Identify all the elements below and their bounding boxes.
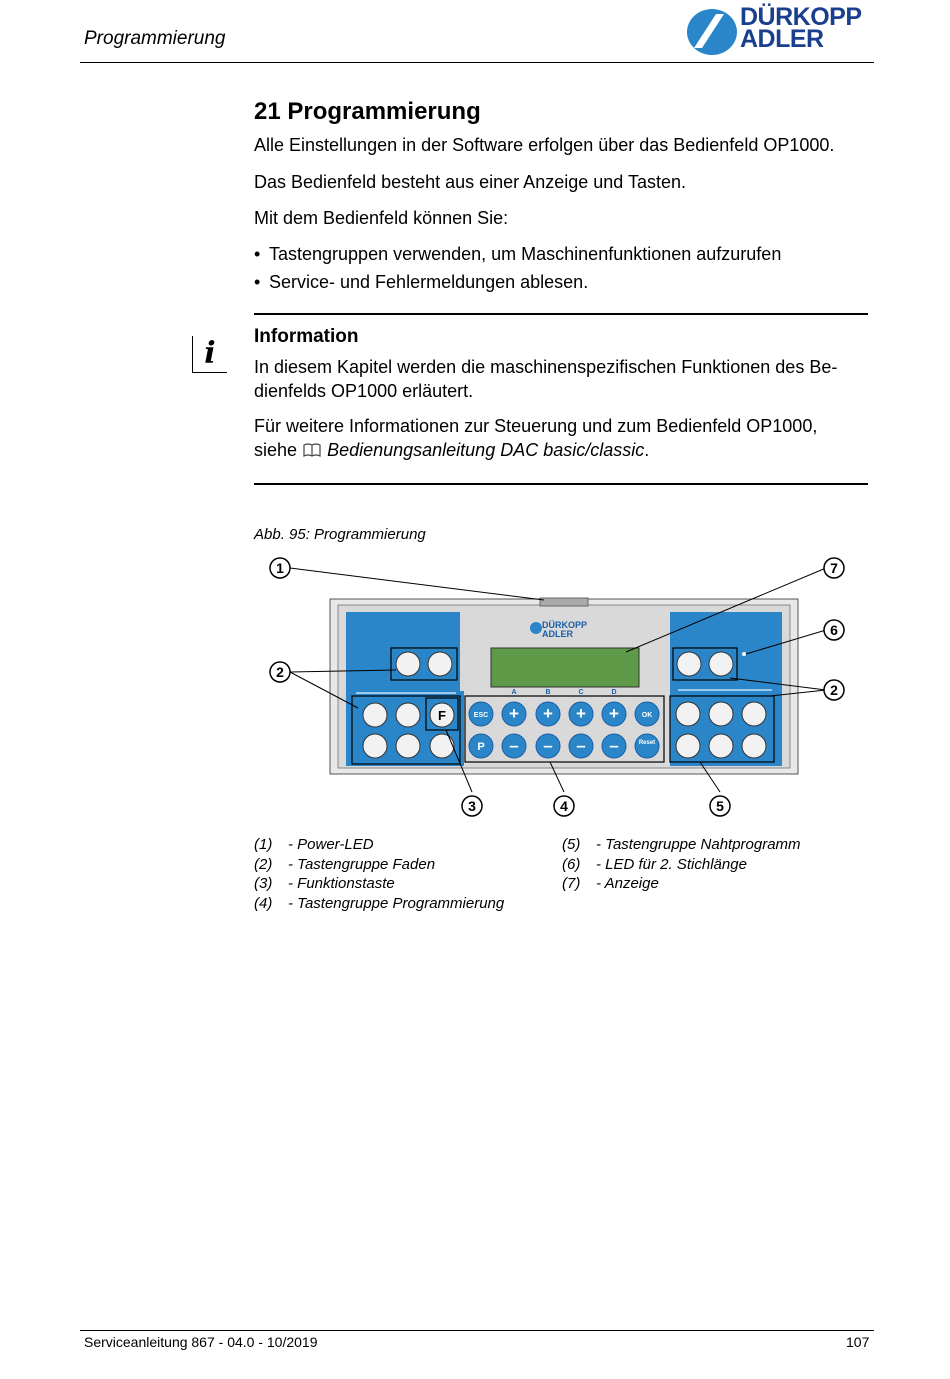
op1000-panel-figure bbox=[260, 548, 860, 828]
function-key[interactable] bbox=[363, 734, 387, 758]
list-item: • Service- und Fehlermeldungen ablesen. bbox=[254, 272, 589, 292]
svg-text:5: 5 bbox=[716, 798, 724, 814]
footer-rule bbox=[80, 1330, 874, 1331]
thread-key[interactable] bbox=[396, 652, 420, 676]
callout-6 bbox=[824, 620, 844, 640]
callout-4 bbox=[554, 796, 574, 816]
manual-reference[interactable]: Bedienungsanleitung DAC basic/classic bbox=[327, 440, 645, 460]
svg-text:ESC: ESC bbox=[473, 712, 489, 719]
intro-paragraph: Alle Einstellungen in der Software erfolgen über das Bedienfeld OP1000. bbox=[254, 135, 835, 155]
info-heading: Information bbox=[254, 326, 359, 347]
svg-text:7: 7 bbox=[830, 560, 838, 576]
capabilities-intro: Mit dem Bedienfeld können Sie: bbox=[254, 208, 509, 228]
svg-text:F: F bbox=[438, 708, 446, 723]
seam-key[interactable] bbox=[742, 734, 766, 758]
info-line: dienfelds OP1000 erläutert. bbox=[254, 381, 474, 401]
legend-item: (1) - Power-LED bbox=[254, 836, 374, 853]
info-bottom-rule bbox=[254, 483, 868, 485]
svg-text:B: B bbox=[545, 689, 551, 696]
svg-text:–: – bbox=[576, 736, 586, 755]
callout-1 bbox=[270, 558, 290, 578]
book-icon bbox=[302, 442, 322, 458]
svg-text:2: 2 bbox=[276, 664, 284, 680]
svg-text:–: – bbox=[509, 736, 519, 755]
figure-legend-left bbox=[254, 835, 504, 913]
seam-key[interactable] bbox=[742, 702, 766, 726]
stitch-key[interactable] bbox=[677, 652, 701, 676]
info-line: In diesem Kapitel werden die maschinenspezifischen Funktionen des Be- bbox=[254, 357, 838, 377]
stitch-key[interactable] bbox=[709, 652, 733, 676]
list-item: • Tastengruppen verwenden, um Maschinenfunktionen aufzurufen bbox=[254, 244, 782, 264]
seam-key[interactable] bbox=[709, 734, 733, 758]
callout-7 bbox=[824, 558, 844, 578]
legend-item: (3) - Funktionstaste bbox=[254, 875, 395, 892]
page-number: 107 bbox=[846, 1334, 870, 1350]
legend-item: (7) - Anzeige bbox=[562, 875, 659, 892]
svg-text:1: 1 bbox=[276, 560, 284, 576]
chapter-title: 21 Programmierung bbox=[254, 98, 481, 125]
svg-text:D: D bbox=[611, 689, 617, 696]
svg-text:4: 4 bbox=[560, 798, 568, 814]
svg-text:–: – bbox=[609, 736, 619, 755]
panel-logo: DÜRKOPP ADLER bbox=[542, 620, 588, 639]
running-title: Programmierung bbox=[84, 28, 226, 49]
seam-key[interactable] bbox=[676, 734, 700, 758]
callout-2-right bbox=[824, 680, 844, 700]
legend-item: (5) - Tastengruppe Nahtprogramm bbox=[562, 836, 801, 853]
info-icon: i bbox=[192, 336, 227, 373]
info-line: Für weitere Informationen zur Steuerung und zum Bedienfeld OP1000, bbox=[254, 416, 818, 436]
legend-item: (6) - LED für 2. Stichlänge bbox=[562, 855, 747, 873]
thread-key[interactable] bbox=[428, 652, 452, 676]
svg-text:2: 2 bbox=[830, 682, 838, 698]
callout-2-left bbox=[270, 662, 290, 682]
svg-text:C: C bbox=[578, 689, 584, 696]
footer-document-id: Serviceanleitung 867 - 04.0 - 10/2019 bbox=[84, 1334, 318, 1350]
seam-key[interactable] bbox=[676, 702, 700, 726]
legend-item: (4) - Tastengruppe Programmierung bbox=[254, 894, 505, 912]
legend-item: (2) - Tastengruppe Faden bbox=[254, 855, 436, 873]
function-key[interactable] bbox=[396, 703, 420, 727]
stitch-length-led bbox=[742, 652, 746, 656]
svg-text:OK: OK bbox=[641, 712, 653, 719]
function-key[interactable] bbox=[396, 734, 420, 758]
figure-caption: Abb. 95: Programmierung bbox=[254, 526, 426, 543]
reset-key[interactable] bbox=[635, 734, 659, 758]
svg-text:6: 6 bbox=[830, 622, 838, 638]
info-top-rule bbox=[254, 313, 868, 315]
brand-logo-text: DÜRKOPP ADLER bbox=[740, 3, 862, 53]
figure-legend-right bbox=[562, 835, 801, 894]
svg-text:+: + bbox=[543, 704, 553, 723]
svg-text:–: – bbox=[543, 736, 553, 755]
panel-description: Das Bedienfeld besteht aus einer Anzeige und Tasten. bbox=[254, 172, 686, 192]
callout-5 bbox=[710, 796, 730, 816]
seam-key[interactable] bbox=[709, 702, 733, 726]
svg-text:3: 3 bbox=[468, 798, 476, 814]
svg-text:+: + bbox=[609, 704, 619, 723]
svg-text:A: A bbox=[511, 689, 517, 696]
svg-text:P: P bbox=[477, 741, 485, 753]
function-key[interactable] bbox=[363, 703, 387, 727]
header-rule bbox=[80, 62, 874, 63]
function-key[interactable] bbox=[430, 734, 454, 758]
svg-text:+: + bbox=[509, 704, 519, 723]
info-reference: siehe Bedienungsanleitung DAC basic/classic. bbox=[254, 440, 650, 460]
svg-text:Reset: Reset bbox=[638, 740, 656, 746]
svg-text:+: + bbox=[576, 704, 586, 723]
callout-3 bbox=[462, 796, 482, 816]
lcd-display bbox=[491, 648, 639, 687]
